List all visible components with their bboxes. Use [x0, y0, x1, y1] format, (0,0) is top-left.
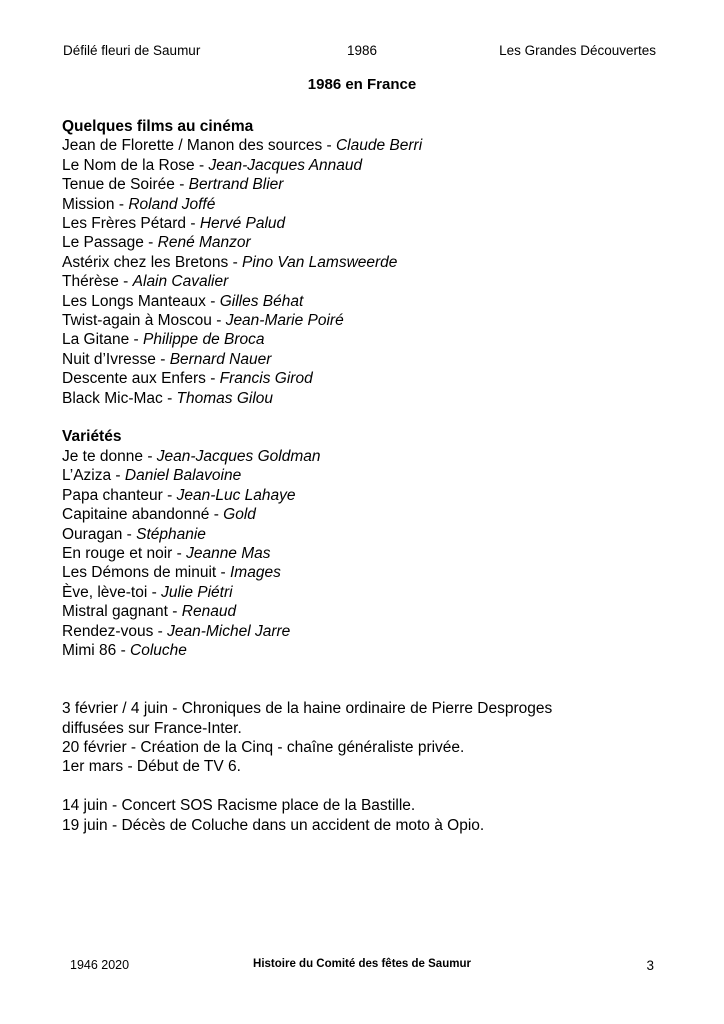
song-item	[62, 622, 672, 641]
song-item-separator: -	[216, 564, 230, 582]
song-item-author: Jeanne Mas	[186, 544, 271, 562]
film-item-author: René Manzor	[157, 234, 251, 252]
film-item	[62, 195, 672, 214]
film-item-title: Les Frères Pétard	[62, 215, 187, 233]
film-item-author: Pino Van Lamsweerde	[242, 253, 398, 271]
film-item	[62, 292, 672, 311]
film-item-separator: -	[194, 156, 209, 174]
song-item-author: Julie Piétri	[161, 583, 233, 601]
song-item-title: Rendez-vous	[62, 622, 154, 640]
film-item-title: Nuit d’Ivresse	[62, 350, 156, 368]
song-item-author: Stéphanie	[136, 525, 206, 543]
song-item	[62, 466, 672, 485]
film-item-separator: -	[143, 234, 158, 252]
song-item-author: Renaud	[181, 603, 237, 621]
film-item	[62, 369, 672, 388]
song-item	[62, 544, 672, 563]
film-item-author: Philippe de Broca	[143, 331, 265, 349]
film-item-author: Roland Joffé	[128, 195, 216, 213]
film-item-title: Tenue de Soirée	[62, 176, 175, 194]
song-item-title: Capitaine abandonné	[62, 506, 210, 524]
song-item-separator: -	[167, 603, 182, 621]
song-item-author: Jean-Michel Jarre	[167, 622, 291, 640]
film-item-separator: -	[228, 253, 243, 271]
film-item-author: Claude Berri	[335, 137, 423, 155]
song-item	[62, 525, 672, 544]
film-item-separator: -	[118, 273, 133, 291]
film-item-title: Black Mic-Mac	[62, 389, 163, 407]
film-item-author: Jean-Jacques Annaud	[208, 156, 363, 174]
song-item	[62, 641, 672, 660]
song-item-separator: -	[153, 622, 168, 640]
event-line: diffusées sur France-Inter.	[62, 719, 242, 737]
film-item-title: Astérix chez les Bretons	[62, 253, 229, 271]
film-item-title: Le Nom de la Rose	[62, 156, 195, 174]
song-item-title: Je te donne	[62, 447, 144, 465]
song-item-title: Papa chanteur	[62, 486, 163, 504]
song-item	[62, 583, 672, 602]
event-line: 14 juin - Concert SOS Racisme place de la Bastille.	[62, 797, 416, 815]
song-item	[62, 563, 672, 582]
film-item-title: Thérèse	[62, 273, 119, 291]
film-item-author: Thomas Gilou	[176, 389, 274, 407]
song-item	[62, 486, 672, 505]
event-line: 3 février / 4 juin - Chroniques de la haine ordinaire de Pierre Desproges	[62, 700, 553, 718]
song-item-separator: -	[122, 525, 137, 543]
song-item-separator: -	[172, 544, 187, 562]
song-item	[62, 602, 672, 621]
header-right-text: Les Grandes Découvertes	[499, 43, 656, 58]
film-item	[62, 214, 672, 233]
film-item	[62, 330, 672, 349]
page-number: 3	[646, 958, 654, 973]
film-item	[62, 253, 672, 272]
film-item-title: Twist-again à Moscou	[62, 312, 212, 330]
song-item	[62, 505, 672, 524]
song-item-separator: -	[162, 486, 177, 504]
film-item-author: Gilles Béhat	[219, 292, 304, 310]
film-item-separator: -	[174, 176, 189, 194]
film-item-separator: -	[162, 389, 177, 407]
film-item-separator: -	[322, 137, 336, 155]
film-item-separator: -	[114, 195, 129, 213]
events-group-2	[62, 796, 672, 835]
varietes-section	[62, 427, 672, 660]
song-item-title: L’Aziza	[62, 467, 112, 485]
film-item	[62, 350, 672, 369]
event-line: 20 février - Création de la Cinq - chaîne généraliste privée.	[62, 738, 465, 756]
film-item	[62, 233, 672, 252]
film-item-title: Descente aux Enfers	[62, 370, 206, 388]
song-item-title: Mimi 86	[62, 641, 117, 659]
page-content	[62, 117, 672, 835]
film-item	[62, 389, 672, 408]
song-item-separator: -	[147, 583, 162, 601]
events-section	[62, 699, 672, 835]
film-item-author: Alain Cavalier	[132, 273, 229, 291]
song-item-separator: -	[143, 447, 157, 465]
event-line: 1er mars - Début de TV 6.	[62, 758, 241, 776]
film-item-title: Le Passage	[62, 234, 144, 252]
song-item	[62, 447, 672, 466]
films-list	[62, 136, 672, 408]
film-item-title: La Gitane	[62, 331, 130, 349]
film-item-separator: -	[205, 370, 220, 388]
film-item-separator: -	[205, 292, 220, 310]
song-item-author: Daniel Balavoine	[124, 467, 242, 485]
film-item-separator: -	[155, 350, 170, 368]
films-section	[62, 117, 672, 408]
footer-years: 1946 2020	[70, 958, 130, 972]
song-item-title: Ouragan	[62, 525, 123, 543]
header-year: 1986	[346, 43, 378, 58]
song-item-separator: -	[111, 467, 125, 485]
film-item-title: Jean de Florette / Manon des sources	[62, 137, 323, 155]
song-item-author: Gold	[223, 506, 256, 524]
song-item-title: Ève, lève-toi	[62, 583, 148, 601]
song-item-author: Coluche	[130, 641, 187, 659]
varietes-heading: Variétés	[62, 428, 122, 446]
page-title: 1986 en France	[307, 76, 417, 93]
film-item-author: Jean-Marie Poiré	[225, 312, 344, 330]
header-left-text: Défilé fleuri de Saumur	[63, 43, 201, 58]
films-heading: Quelques films au cinéma	[62, 118, 254, 135]
song-item-author: Images	[230, 564, 281, 582]
event-line: 19 juin - Décès de Coluche dans un accident de moto à Opio.	[62, 816, 485, 834]
film-item-author: Bertrand Blier	[188, 176, 284, 194]
song-item-author: Jean-Jacques Goldman	[156, 447, 321, 465]
page-header	[0, 43, 724, 63]
film-item-title: Les Longs Manteaux	[62, 292, 206, 310]
song-item-separator: -	[209, 506, 224, 524]
film-item-author: Hervé Palud	[199, 215, 286, 233]
events-group-1	[62, 699, 672, 777]
varietes-list	[62, 447, 672, 660]
film-item	[62, 272, 672, 291]
footer-title: Histoire du Comité des fêtes de Saumur	[253, 958, 471, 970]
film-item-author: Francis Girod	[219, 370, 313, 388]
song-item-author: Jean-Luc Lahaye	[176, 486, 296, 504]
film-item	[62, 311, 672, 330]
film-item-separator: -	[211, 312, 226, 330]
film-item-author: Bernard Nauer	[169, 350, 272, 368]
film-item	[62, 156, 672, 175]
song-item-separator: -	[116, 641, 131, 659]
film-item	[62, 136, 672, 155]
song-item-title: Les Démons de minuit	[62, 564, 217, 582]
film-item-separator: -	[129, 331, 143, 349]
page-footer	[0, 958, 724, 976]
film-item-title: Mission	[62, 195, 115, 213]
film-item-separator: -	[186, 215, 200, 233]
film-item	[62, 175, 672, 194]
song-item-title: En rouge et noir	[62, 544, 173, 562]
song-item-title: Mistral gagnant	[62, 603, 168, 621]
